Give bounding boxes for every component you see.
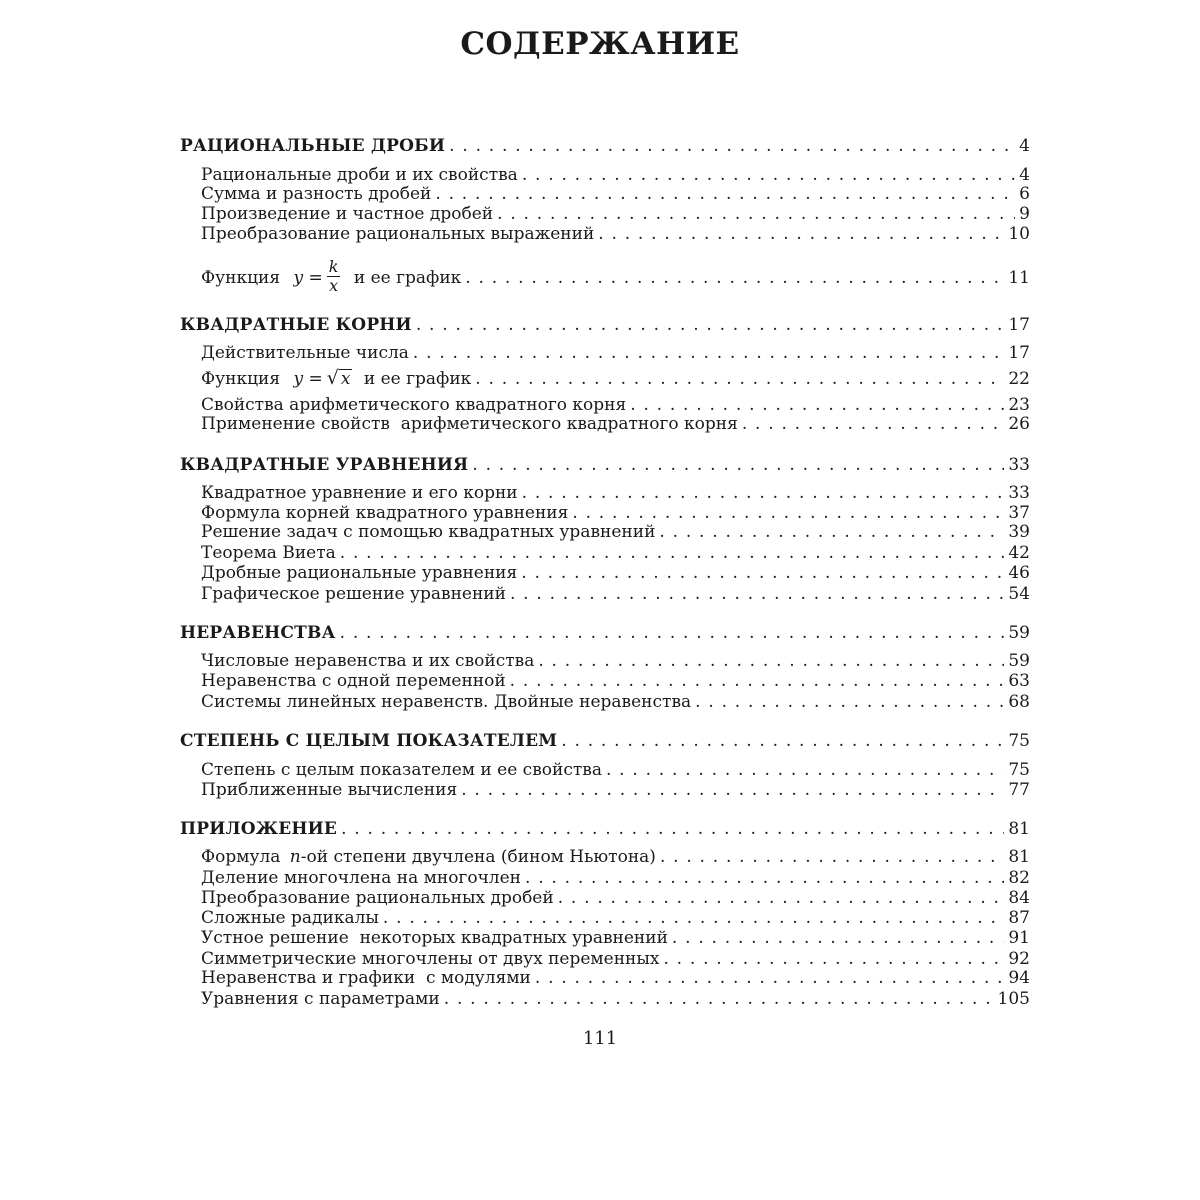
toc-section[interactable] — [180, 622, 1030, 644]
toc-section[interactable] — [180, 454, 1030, 476]
toc-item-label: Неравенства и графики с модулями — [201, 968, 531, 989]
dot-leader — [383, 907, 1004, 929]
toc-page-number: 63 — [1008, 671, 1030, 692]
page-title: СОДЕРЖАНИЕ — [460, 26, 740, 62]
toc-item[interactable] — [201, 927, 1030, 949]
toc-section-label: КВАДРАТНЫЕ УРАВНЕНИЯ — [180, 454, 469, 475]
dot-leader — [465, 267, 1004, 289]
toc-item-label: Графическое решение уравнений — [201, 583, 506, 604]
dot-leader — [444, 988, 994, 1010]
fraction-numerator: k — [328, 256, 339, 276]
toc-item-label-text: -ой степени двучлена (бином Ньютона) — [300, 847, 656, 868]
toc-page-number: 75 — [1008, 759, 1030, 780]
toc-item[interactable] — [201, 988, 1030, 1010]
toc-page-number: 92 — [1008, 948, 1030, 969]
math-expression: y = — [293, 368, 323, 389]
toc-item-label: Рациональные дроби и их свойства — [201, 164, 518, 185]
toc-section[interactable] — [180, 314, 1030, 336]
toc-section-label: КВАДРАТНЫЕ КОРНИ — [180, 315, 412, 336]
toc-item-label: Числовые неравенства и их свойства — [201, 650, 535, 671]
page-number: 111 — [582, 1028, 618, 1049]
toc-item-label: Действительные числа — [201, 343, 409, 363]
toc-item[interactable] — [201, 779, 1030, 801]
dot-leader — [341, 818, 1004, 840]
toc-item-label: Приближенные вычисления — [201, 780, 458, 801]
toc-page-number: 4 — [1019, 164, 1030, 185]
radical-sign-icon: √ — [326, 366, 339, 389]
toc-item-label: Сложные радикалы — [201, 907, 379, 928]
toc-item[interactable] — [201, 650, 1030, 672]
toc-section[interactable] — [180, 818, 1030, 840]
toc-item-label-text: Функция — [201, 368, 281, 389]
dot-leader — [340, 542, 1005, 564]
toc-item-label: Произведение и частное дробей — [201, 203, 494, 224]
toc-item-label: Преобразование рациональных дробей — [201, 888, 554, 909]
toc-page-number: 33 — [1008, 454, 1030, 475]
toc-item-label: Применение свойств арифметического квадратного корня — [201, 414, 738, 435]
toc-page-number: 4 — [1019, 136, 1030, 156]
toc-section-label: СТЕПЕНЬ С ЦЕЛЫМ ПОКАЗАТЕЛЕМ — [180, 731, 558, 752]
toc-item[interactable] — [201, 670, 1030, 692]
toc-item-label-text: и ее график — [363, 368, 472, 389]
toc-section-label: РАЦИОНАЛЬНЫЕ ДРОБИ — [180, 136, 446, 156]
toc-page-number: 75 — [1008, 731, 1030, 752]
toc-item-label: Устное решение некоторых квадратных уравнений — [201, 928, 668, 949]
toc-item[interactable] — [201, 223, 1030, 245]
toc-item-label-text: Формула — [201, 847, 281, 868]
toc-section[interactable] — [180, 135, 1030, 157]
toc-item-label: Степень с целым показателем и ее свойства — [201, 759, 602, 780]
square-root — [327, 368, 353, 388]
toc-page-number: 54 — [1008, 583, 1030, 604]
dot-leader — [742, 413, 1005, 435]
dot-leader — [561, 730, 1004, 752]
fraction — [327, 258, 341, 295]
toc-item[interactable] — [201, 846, 1030, 868]
toc-page-number: 11 — [1008, 267, 1030, 288]
toc-section[interactable] — [180, 730, 1030, 752]
dot-leader — [449, 135, 1015, 157]
toc-page-number: 82 — [1008, 867, 1030, 888]
toc-item-label: Системы линейных неравенств. Двойные неравенства — [201, 691, 692, 712]
toc-page-number: 77 — [1008, 780, 1030, 801]
dot-leader — [475, 368, 1004, 390]
dot-leader — [538, 650, 1004, 672]
toc-item-label: Решение задач с помощью квадратных уравнений — [201, 522, 656, 543]
toc-item[interactable] — [201, 542, 1030, 564]
toc-item[interactable] — [201, 907, 1030, 929]
dot-leader — [416, 314, 1005, 336]
toc-section-label: НЕРАВЕНСТВА — [180, 623, 336, 644]
toc-page-number: 9 — [1019, 203, 1030, 224]
toc-page-number: 23 — [1008, 394, 1030, 415]
toc-item[interactable] — [201, 521, 1030, 543]
toc-section-label: ПРИЛОЖЕНИЕ — [180, 819, 338, 840]
toc-page-number: 87 — [1008, 907, 1030, 928]
dot-leader — [340, 622, 1005, 644]
toc-page-number: 17 — [1008, 343, 1030, 363]
toc-page-number: 26 — [1008, 414, 1030, 435]
toc-page-number: 59 — [1008, 623, 1030, 644]
toc-item-label: Преобразование рациональных выражений — [201, 224, 595, 245]
toc-item-label: Квадратное уравнение и его корни — [201, 483, 518, 504]
toc-item-label: Дробные рациональные уравнения — [201, 563, 518, 584]
toc-page-number: 94 — [1008, 968, 1030, 989]
toc-item-label: Неравенства с одной переменной — [201, 671, 506, 692]
toc-item-label: Сумма и разность дробей — [201, 184, 432, 205]
toc-item-label: Формула корней квадратного уравнения — [201, 502, 569, 523]
dot-leader — [413, 342, 1004, 364]
toc-item[interactable] — [201, 342, 1030, 364]
dot-leader — [497, 203, 1015, 225]
dot-leader — [461, 779, 1004, 801]
toc-page-number: 6 — [1019, 184, 1030, 205]
toc-item-label: Теорема Виета — [201, 542, 336, 563]
toc-item[interactable] — [201, 562, 1030, 584]
dot-leader — [598, 223, 1004, 245]
toc-item-label: Симметрические многочлены от двух переменных — [201, 948, 660, 969]
toc-item-label — [201, 846, 656, 868]
dot-leader — [606, 759, 1004, 781]
dot-leader — [535, 967, 1004, 989]
dot-leader — [695, 691, 1004, 713]
dot-leader — [510, 670, 1005, 692]
toc-page-number: 46 — [1008, 563, 1030, 584]
toc-page-number: 84 — [1008, 888, 1030, 909]
toc-page-number: 42 — [1008, 542, 1030, 563]
dot-leader — [472, 454, 1004, 476]
toc-item-label-text: Функция — [201, 267, 281, 288]
dot-leader — [660, 846, 1004, 868]
toc-item-label: Свойства арифметического квадратного корня — [201, 394, 627, 415]
toc-page-number: 39 — [1008, 522, 1030, 543]
dot-leader — [525, 867, 1004, 889]
dot-leader — [659, 521, 1004, 543]
toc-item[interactable] — [201, 256, 1030, 297]
toc-page-number: 81 — [1008, 847, 1030, 868]
dot-leader — [672, 927, 1004, 949]
toc-page-number: 68 — [1008, 691, 1030, 712]
toc-page-number: 22 — [1008, 368, 1030, 389]
toc-page-number: 10 — [1008, 224, 1030, 245]
radicand: x — [340, 368, 351, 389]
toc-item[interactable] — [201, 413, 1030, 435]
toc-item-label-text: и ее график — [353, 267, 462, 288]
toc-page-number: 81 — [1008, 819, 1030, 840]
toc-item[interactable] — [201, 759, 1030, 781]
toc-page-number: 37 — [1008, 502, 1030, 523]
toc-item[interactable] — [201, 967, 1030, 989]
fraction-denominator: x — [329, 275, 339, 295]
toc-page-number: 17 — [1008, 315, 1030, 336]
math-variable: n — [289, 847, 301, 868]
toc-page-number: 91 — [1008, 928, 1030, 949]
toc-item-label: Деление многочлена на многочлен — [201, 867, 521, 888]
toc-item[interactable] — [201, 368, 1030, 390]
math-expression: y = — [293, 267, 323, 288]
toc-item[interactable] — [201, 867, 1030, 889]
dot-leader — [510, 583, 1004, 605]
toc-item-label: Уравнения с параметрами — [201, 989, 440, 1009]
toc-item[interactable] — [201, 583, 1030, 605]
toc-page-number: 105 — [997, 989, 1030, 1009]
toc-page-number: 33 — [1008, 483, 1030, 504]
dot-leader — [521, 562, 1004, 584]
toc-item-label — [201, 256, 462, 297]
toc-item[interactable] — [201, 203, 1030, 225]
toc-item[interactable] — [201, 691, 1030, 713]
toc-item-label — [201, 368, 471, 390]
toc-page-number: 59 — [1008, 650, 1030, 671]
